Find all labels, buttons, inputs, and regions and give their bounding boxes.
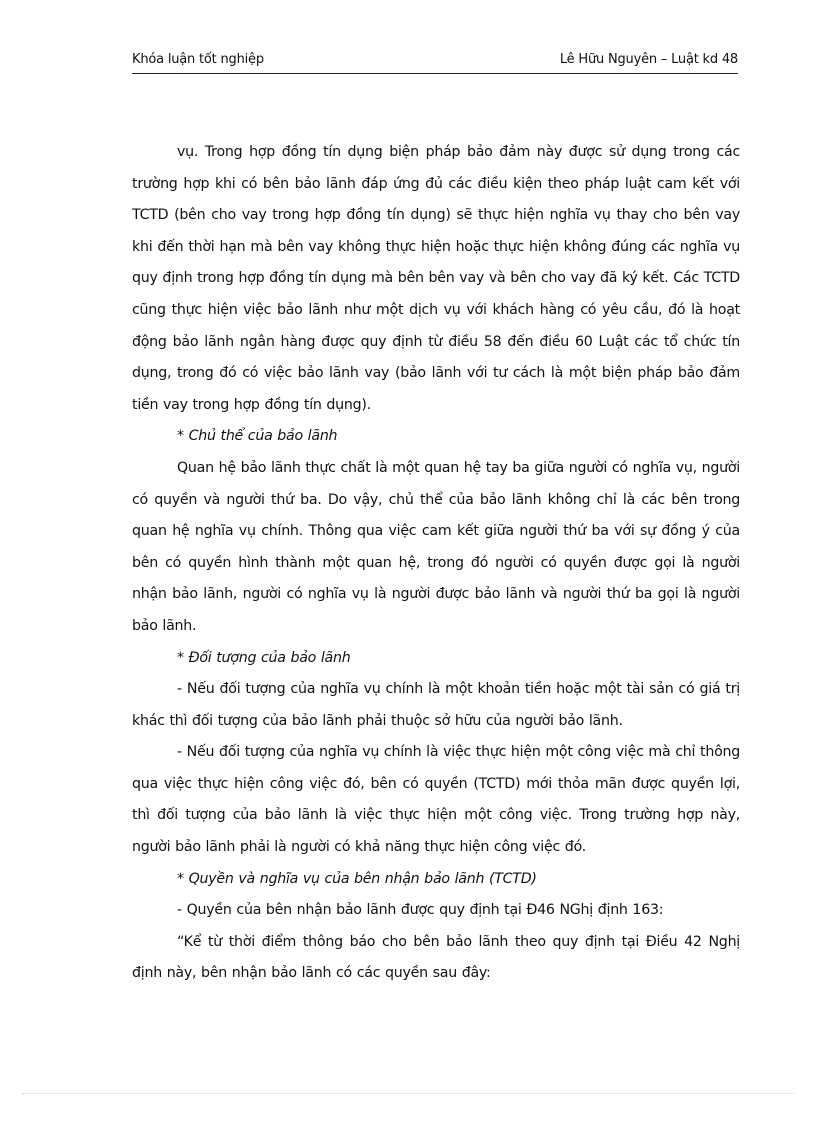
header-rule [132, 73, 738, 74]
paragraph: - Nếu đối tượng của nghĩa vụ chính là việc thực hiện một công việc mà chỉ thông qua việc thực hiện công việc đó, bên có quyền (TCTD) mới thỏa mãn được quyền lợi, thì đối tượng của bảo lãnh là việc thực hiện một công việc. Trong trường hợp này, người bảo lãnh phải là người có khả năng thực hiện công việc đó. [132, 744, 740, 856]
section-heading: * Chủ thể của bảo lãnh [177, 428, 338, 445]
paragraph: - Nếu đối tượng của nghĩa vụ chính là một khoản tiền hoặc một tài sản có giá trị khác thì đối tượng của bảo lãnh phải thuộc sở hữu của người bảo lãnh. [132, 681, 740, 729]
body-text [132, 137, 740, 990]
section-heading: * Quyền và nghĩa vụ của bên nhận bảo lãnh (TCTD) [177, 870, 537, 887]
paragraph: Quan hệ bảo lãnh thực chất là một quan hệ tay ba giữa người có nghĩa vụ, người có quyền và người thứ ba. Do vậy, chủ thể của bảo lãnh không chỉ là các bên trong quan hệ nghĩa vụ chính. Thông qua việc cam kết giữa người thứ ba với sự đồng ý của bên có quyền hình thành một quan hệ, trong đó người có quyền được gọi là người nhận bảo lãnh, người có nghĩa vụ là người được bảo lãnh và người thứ ba gọi là người bảo lãnh. [132, 459, 740, 634]
paragraph: vụ. Trong hợp đồng tín dụng biện pháp bảo đảm này được sử dụng trong các trường hợp khi có bên bảo lãnh đáp ứng đủ các điều kiện theo pháp luật cam kết với TCTD (bên cho vay trong hợp đồng tín dụng) sẽ thực hiện nghĩa vụ thay cho bên vay khi đến thời hạn mà bên vay không thực hiện hoặc thực hiện không đúng các nghĩa vụ quy định trong hợp đồng tín dụng mà bên bên vay và bên cho vay đã ký kết. Các TCTD cũng thực hiện việc bảo lãnh như một dịch vụ với khách hàng có yêu cầu, đó là hoạt động bảo lãnh ngân hàng được quy định từ điều 58 đến điều 60 Luật các tổ chức tín dụng, trong đó có việc bảo lãnh vay (bảo lãnh với tư cách là một biện pháp bảo đảm tiền vay trong hợp đồng tín dụng). [132, 144, 740, 413]
paragraph: “Kể từ thời điểm thông báo cho bên bảo lãnh theo quy định tại Điều 42 Nghị định này, bên nhận bảo lãnh có các quyền sau đây: [132, 933, 740, 982]
footer-rule [22, 1093, 794, 1094]
page-header [132, 52, 738, 67]
section-heading: * Đối tượng của bảo lãnh [177, 649, 351, 666]
header-left: Khóa luận tốt nghiệp [132, 52, 264, 67]
header-right: Lê Hữu Nguyên – Luật kd 48 [559, 52, 738, 67]
paragraph: - Quyền của bên nhận bảo lãnh được quy định tại Đ46 NGhị định 163: [177, 902, 664, 919]
